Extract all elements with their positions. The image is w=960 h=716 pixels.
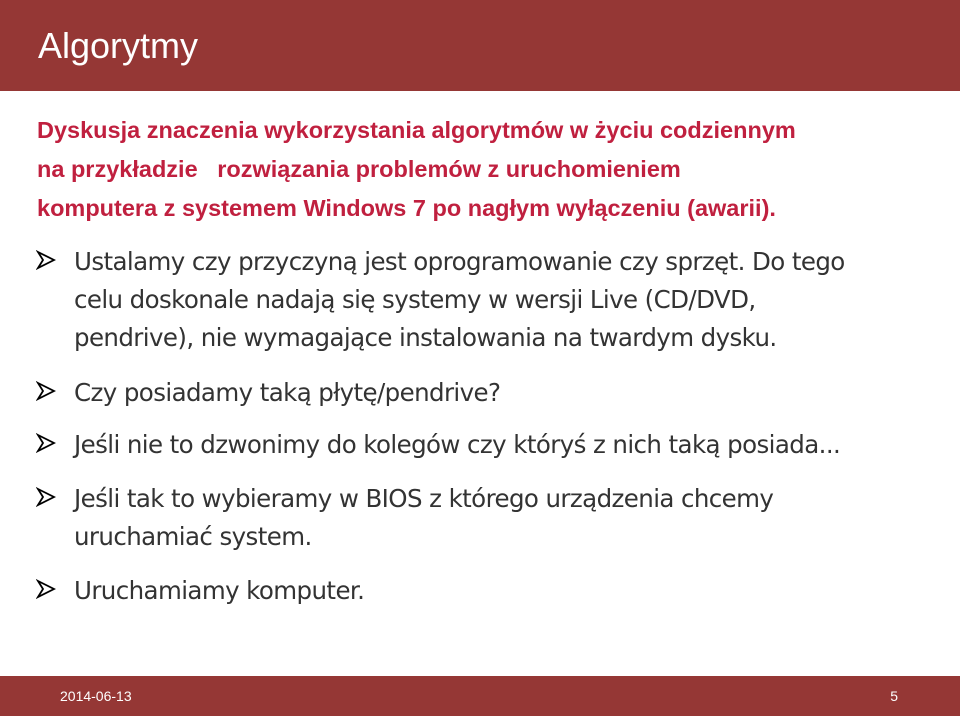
- bullet-text: [74, 480, 924, 556]
- intro-line: na przykładzie rozwiązania problemów z uruchomieniem: [37, 156, 681, 182]
- page-number: 5: [890, 688, 898, 704]
- bullet-line: Czy posiadamy taką płytę/pendrive?: [74, 378, 501, 407]
- bullet-line: Jeśli tak to wybieramy w BIOS z którego urządzenia chcemy: [74, 484, 774, 513]
- arrow-bullet-icon: [36, 487, 56, 507]
- intro-paragraph: [37, 111, 917, 228]
- bullet-line: Ustalamy czy przyczyną jest oprogramowanie czy sprzęt. Do tego: [74, 247, 845, 276]
- footer-bar: [0, 676, 960, 716]
- slide-title: Algorytmy: [38, 25, 199, 66]
- footer-date: 2014-06-13: [60, 688, 132, 704]
- intro-line: komputera z systemem Windows 7 po nagłym wyłączeniu (awarii).: [37, 195, 776, 221]
- arrow-bullet-icon: [36, 250, 56, 270]
- bullet-text: [74, 374, 924, 412]
- bullet-text: [74, 572, 924, 610]
- bullet-line: Uruchamiamy komputer.: [74, 576, 365, 605]
- bullet-text: [74, 243, 924, 357]
- intro-line: Dyskusja znaczenia wykorzystania algorytmów w życiu codziennym: [37, 117, 796, 143]
- title-bar: [0, 0, 960, 91]
- arrow-bullet-icon: [36, 579, 56, 599]
- bullet-line: celu doskonale nadają się systemy w wersji Live (CD/DVD,: [74, 285, 756, 314]
- bullet-line: Jeśli nie to dzwonimy do kolegów czy któryś z nich taką posiada...: [74, 430, 841, 459]
- arrow-bullet-icon: [36, 381, 56, 401]
- bullet-line: uruchamiać system.: [74, 522, 312, 551]
- bullet-line: pendrive), nie wymagające instalowania na twardym dysku.: [74, 323, 777, 352]
- bullet-text: [74, 426, 924, 464]
- arrow-bullet-icon: [36, 433, 56, 453]
